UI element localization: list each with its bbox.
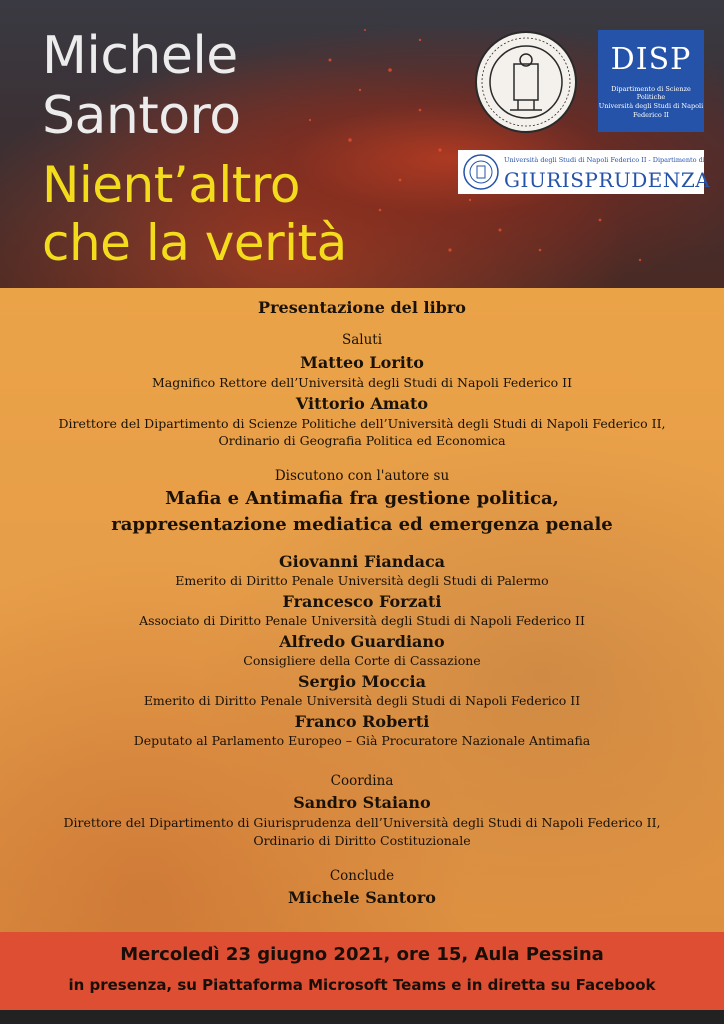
speaker-name-2: Francesco Forzati (282, 592, 442, 611)
speaker-name-4: Sergio Moccia (298, 672, 426, 691)
book-title-line-2: che la verità (42, 214, 347, 272)
saluti-name-2: Vittorio Amato (295, 394, 429, 413)
giur-department-name: GIURISPRUDENZA (504, 168, 711, 192)
author-name-line-2: Santoro (42, 86, 241, 146)
event-date-line: Mercoledì 23 giugno 2021, ore 15, Aula Pessina (120, 944, 604, 965)
author-name-line-1: Michele (42, 26, 238, 86)
coordinator-desc-2: Ordinario di Diritto Costituzionale (253, 833, 471, 848)
program-panel (0, 288, 724, 932)
speaker-name-5: Franco Roberti (294, 712, 430, 731)
saluti-desc-2a: Direttore del Dipartimento di Scienze Politiche dell’Università degli Studi di Napoli Federico II, (58, 416, 666, 431)
speaker-name-3: Alfredo Guardiano (279, 632, 445, 651)
speaker-desc-2: Associato di Diritto Penale Università degli Studi di Napoli Federico II (139, 613, 585, 628)
disp-department-logo (598, 30, 704, 132)
saluti-label: Saluti (341, 332, 383, 348)
program-heading: Presentazione del libro (258, 298, 466, 317)
saluti-name-1: Matteo Lorito (300, 353, 424, 372)
event-mode-line: in presenza, su Piattaforma Microsoft Teams e in diretta su Facebook (68, 976, 656, 994)
conclude-label: Conclude (329, 868, 395, 884)
university-seal-logo (474, 30, 578, 134)
coordina-label: Coordina (330, 773, 394, 789)
saluti-desc-1: Magnifico Rettore dell’Università degli Studi di Napoli Federico II (151, 375, 573, 390)
concluder-name: Michele Santoro (288, 888, 436, 907)
speaker-desc-5: Deputato al Parlamento Europeo – Già Procuratore Nazionale Antimafia (133, 733, 591, 748)
event-footer (0, 932, 724, 1010)
coordinator-name: Sandro Staiano (293, 793, 431, 812)
speaker-desc-3: Consigliere della Corte di Cassazione (243, 653, 481, 668)
disp-subtitle-2: Università degli Studi di Napoli (598, 102, 704, 111)
coordinator-desc-1: Direttore del Dipartimento di Giurisprudenza dell’Università degli Studi di Napoli Federico II, (63, 815, 661, 830)
saluti-desc-2b: Ordinario di Geografia Politica ed Economica (218, 433, 506, 448)
disp-subtitle-1: Dipartimento di Scienze Politiche (611, 85, 691, 102)
small-seal-icon (462, 153, 500, 191)
topic-line-2: rappresentazione mediatica ed emergenza penale (111, 514, 613, 535)
topic-line-1: Mafia e Antimafia fra gestione politica, (165, 488, 559, 509)
speaker-desc-4: Emerito di Diritto Penale Università degli Studi di Napoli Federico II (143, 693, 581, 708)
discussion-label: Discutono con l'autore su (274, 468, 450, 484)
bottom-strip (0, 1010, 724, 1024)
cover-header (0, 0, 724, 288)
giur-university-line: Università degli Studi di Napoli Federico II - Dipartimento di (504, 156, 705, 164)
speaker-name-1: Giovanni Fiandaca (278, 552, 446, 571)
speaker-desc-1: Emerito di Diritto Penale Università degli Studi di Palermo (175, 573, 549, 588)
disp-mark: DISP (610, 42, 692, 77)
book-title-line-1: Nient’altro (42, 156, 300, 214)
giurisprudenza-logo (458, 150, 711, 194)
disp-subtitle-3: Federico II (633, 111, 669, 120)
